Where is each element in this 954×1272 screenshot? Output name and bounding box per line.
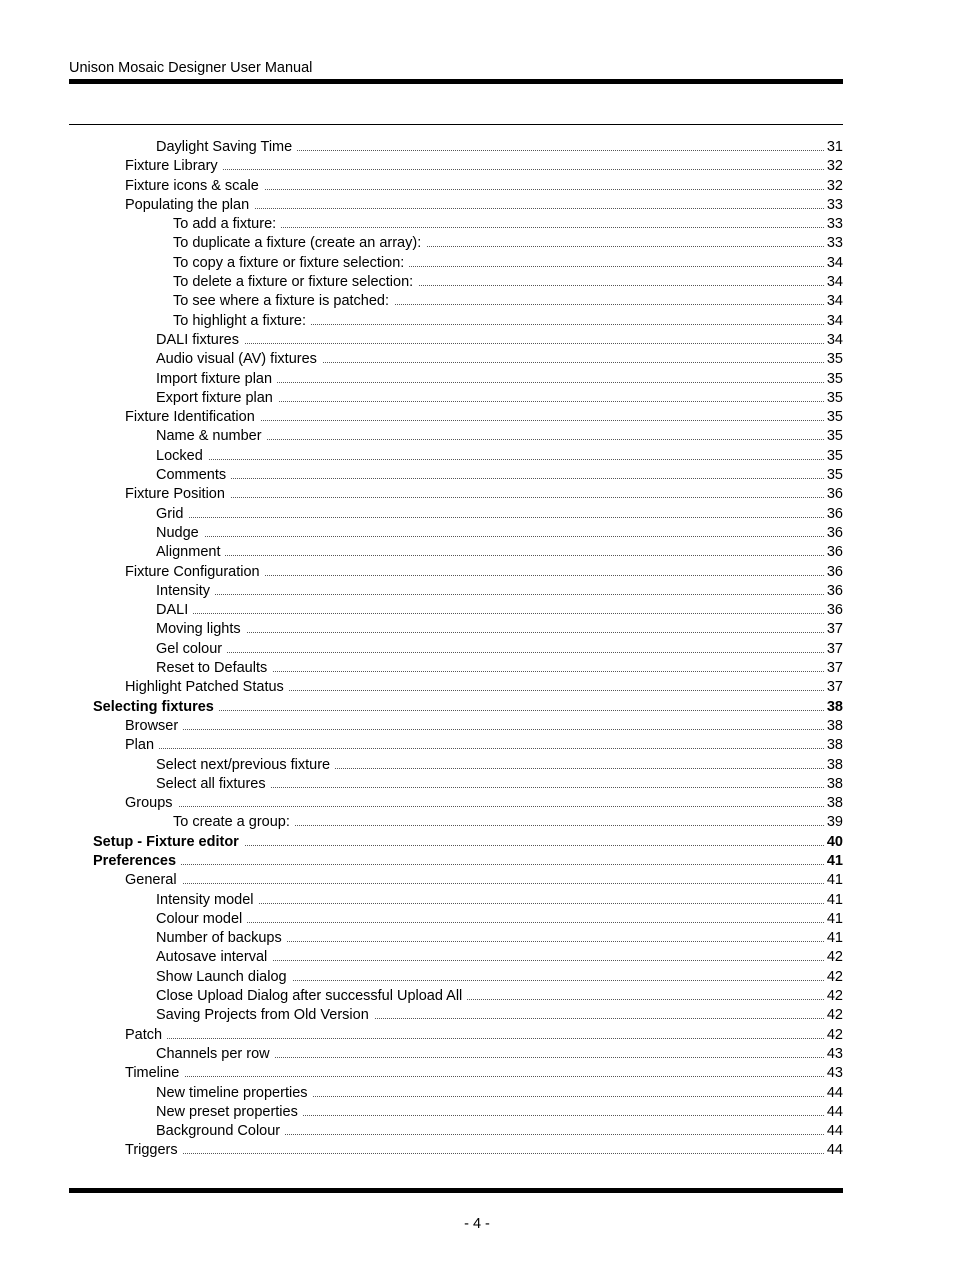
toc-entry-page: 38	[824, 794, 843, 813]
toc-entry-title: Channels per row	[156, 1045, 275, 1064]
toc-entry-title: Select next/previous fixture	[156, 756, 335, 775]
toc-entry-title: To copy a fixture or fixture selection:	[173, 254, 409, 273]
toc-entry-title: Timeline	[125, 1064, 184, 1083]
toc-entry[interactable]	[0, 1006, 954, 1025]
toc-entry[interactable]	[0, 1141, 954, 1160]
toc-entry-title: Audio visual (AV) fixtures	[156, 350, 322, 369]
toc-entry-title: Grid	[156, 505, 188, 524]
toc-entry-page: 42	[824, 968, 843, 987]
toc-entry-page: 37	[824, 620, 843, 639]
toc-entry-title: Locked	[156, 447, 208, 466]
toc-entry-title: New timeline properties	[156, 1084, 313, 1103]
toc-entry-title: Export fixture plan	[156, 389, 278, 408]
toc-entry-page: 35	[824, 370, 843, 389]
toc-entry[interactable]	[0, 833, 954, 852]
toc-entry-page: 32	[824, 157, 843, 176]
toc-entry[interactable]	[0, 273, 954, 292]
toc-entry[interactable]	[0, 447, 954, 466]
toc-entry[interactable]	[0, 524, 954, 543]
toc-entry[interactable]	[0, 1084, 954, 1103]
toc-dot-leader	[125, 883, 826, 884]
toc-entry[interactable]	[0, 312, 954, 331]
header-rule	[69, 79, 843, 84]
toc-entry-title: To delete a fixture or fixture selection:	[173, 273, 418, 292]
toc-entry[interactable]	[0, 215, 954, 234]
toc-entry-title: Plan	[125, 736, 159, 755]
toc-entry-page: 35	[824, 427, 843, 446]
toc-entry-title: Number of backups	[156, 929, 287, 948]
toc-entry-page: 39	[824, 813, 843, 832]
toc-dot-leader	[156, 652, 826, 653]
toc-entry[interactable]	[0, 254, 954, 273]
toc-entry-title: Name & number	[156, 427, 267, 446]
toc-entry-page: 35	[824, 408, 843, 427]
toc-entry[interactable]	[0, 620, 954, 639]
toc-entry-page: 34	[824, 254, 843, 273]
toc-entry-title: Fixture Identification	[125, 408, 260, 427]
toc-entry-title: Patch	[125, 1026, 167, 1045]
toc-entry[interactable]	[0, 466, 954, 485]
toc-entry[interactable]	[0, 775, 954, 794]
toc-entry-page: 38	[824, 717, 843, 736]
toc-entry-page: 41	[824, 852, 843, 871]
toc-entry-title: Daylight Saving Time	[156, 138, 297, 157]
toc-entry-page: 44	[824, 1141, 843, 1160]
toc-entry[interactable]	[0, 891, 954, 910]
toc-entry-title: Fixture icons & scale	[125, 177, 264, 196]
toc-entry-title: To add a fixture:	[173, 215, 281, 234]
toc-entry-title: Fixture Configuration	[125, 563, 265, 582]
toc-entry-title: Reset to Defaults	[156, 659, 272, 678]
toc-entry-title: Alignment	[156, 543, 225, 562]
toc-entry[interactable]	[0, 678, 954, 697]
toc-entry[interactable]	[0, 1122, 954, 1141]
toc-entry-title: General	[125, 871, 182, 890]
toc-entry-title: To see where a fixture is patched:	[173, 292, 394, 311]
toc-entry[interactable]	[0, 505, 954, 524]
toc-entry[interactable]	[0, 370, 954, 389]
toc-entry[interactable]	[0, 157, 954, 176]
toc-entry-title: Nudge	[156, 524, 204, 543]
table-of-contents	[0, 138, 954, 1161]
toc-entry-page: 36	[824, 485, 843, 504]
toc-entry[interactable]	[0, 427, 954, 446]
toc-entry[interactable]	[0, 910, 954, 929]
toc-entry-title: Comments	[156, 466, 231, 485]
toc-entry[interactable]	[0, 234, 954, 253]
toc-dot-leader	[125, 169, 826, 170]
toc-entry-title: Saving Projects from Old Version	[156, 1006, 374, 1025]
toc-entry-page: 43	[824, 1045, 843, 1064]
toc-entry-page: 42	[824, 987, 843, 1006]
toc-dot-leader	[156, 536, 826, 537]
toc-entry-title: Background Colour	[156, 1122, 285, 1141]
toc-entry[interactable]	[0, 736, 954, 755]
running-header: Unison Mosaic Designer User Manual	[69, 60, 313, 76]
toc-dot-leader	[156, 613, 826, 614]
toc-entry-page: 37	[824, 659, 843, 678]
toc-entry-title: DALI fixtures	[156, 331, 244, 350]
toc-entry-page: 42	[824, 948, 843, 967]
toc-entry[interactable]	[0, 813, 954, 832]
toc-entry-title: Selecting fixtures	[93, 698, 219, 717]
toc-entry-title: Intensity model	[156, 891, 259, 910]
toc-dot-leader	[125, 1076, 826, 1077]
toc-entry[interactable]	[0, 1103, 954, 1122]
toc-entry-page: 35	[824, 389, 843, 408]
toc-entry-page: 40	[824, 833, 843, 852]
toc-entry-page: 33	[824, 234, 843, 253]
toc-entry-page: 38	[824, 775, 843, 794]
toc-dot-leader	[156, 343, 826, 344]
toc-entry-page: 38	[824, 736, 843, 755]
toc-dot-leader	[125, 729, 826, 730]
toc-entry[interactable]	[0, 871, 954, 890]
toc-entry-page: 31	[824, 138, 843, 157]
toc-entry[interactable]	[0, 292, 954, 311]
toc-entry[interactable]	[0, 640, 954, 659]
toc-entry-page: 38	[824, 698, 843, 717]
toc-dot-leader	[156, 922, 826, 923]
toc-entry-page: 41	[824, 871, 843, 890]
toc-entry-page: 42	[824, 1026, 843, 1045]
toc-dot-leader	[125, 748, 826, 749]
toc-entry-page: 44	[824, 1084, 843, 1103]
toc-entry-title: Fixture Position	[125, 485, 230, 504]
toc-dot-leader	[156, 517, 826, 518]
toc-entry-page: 34	[824, 312, 843, 331]
toc-entry-title: To highlight a fixture:	[173, 312, 311, 331]
toc-entry-title: Show Launch dialog	[156, 968, 292, 987]
toc-entry-page: 35	[824, 350, 843, 369]
toc-entry-title: To duplicate a fixture (create an array):	[173, 234, 426, 253]
toc-entry-page: 33	[824, 196, 843, 215]
toc-entry-title: DALI	[156, 601, 193, 620]
toc-dot-leader	[125, 1153, 826, 1154]
toc-dot-leader	[93, 864, 826, 865]
toc-entry-title: Colour model	[156, 910, 247, 929]
toc-entry[interactable]	[0, 852, 954, 871]
toc-entry-page: 44	[824, 1122, 843, 1141]
toc-entry[interactable]	[0, 389, 954, 408]
toc-entry-page: 36	[824, 524, 843, 543]
toc-entry-page: 37	[824, 678, 843, 697]
toc-entry-page: 41	[824, 929, 843, 948]
toc-entry-page: 38	[824, 756, 843, 775]
toc-entry[interactable]	[0, 331, 954, 350]
toc-entry-page: 32	[824, 177, 843, 196]
toc-dot-leader	[125, 497, 826, 498]
toc-entry-title: Close Upload Dialog after successful Upload All	[156, 987, 467, 1006]
toc-dot-leader	[125, 806, 826, 807]
toc-entry-page: 44	[824, 1103, 843, 1122]
toc-entry-page: 33	[824, 215, 843, 234]
toc-entry-title: Triggers	[125, 1141, 183, 1160]
toc-entry-title: Highlight Patched Status	[125, 678, 289, 697]
toc-entry-title: Preferences	[93, 852, 181, 871]
toc-entry[interactable]	[0, 968, 954, 987]
toc-entry-title: Moving lights	[156, 620, 246, 639]
toc-entry-page: 36	[824, 505, 843, 524]
toc-entry-title: To create a group:	[173, 813, 295, 832]
toc-entry-title: Import fixture plan	[156, 370, 277, 389]
toc-entry[interactable]	[0, 582, 954, 601]
toc-entry-title: Fixture Library	[125, 157, 223, 176]
toc-entry[interactable]	[0, 196, 954, 215]
toc-dot-leader	[156, 632, 826, 633]
toc-entry[interactable]	[0, 794, 954, 813]
toc-entry[interactable]	[0, 563, 954, 582]
toc-entry-title: Intensity	[156, 582, 215, 601]
toc-entry[interactable]	[0, 717, 954, 736]
toc-entry[interactable]	[0, 1026, 954, 1045]
toc-entry-title: Setup - Fixture editor	[93, 833, 244, 852]
toc-entry-page: 36	[824, 563, 843, 582]
toc-entry-title: Gel colour	[156, 640, 227, 659]
toc-dot-leader	[125, 1038, 826, 1039]
toc-entry[interactable]	[0, 698, 954, 717]
toc-entry[interactable]	[0, 1045, 954, 1064]
toc-entry[interactable]	[0, 177, 954, 196]
toc-entry-title: New preset properties	[156, 1103, 303, 1122]
toc-entry[interactable]	[0, 948, 954, 967]
toc-entry-page: 34	[824, 292, 843, 311]
toc-entry-page: 34	[824, 273, 843, 292]
toc-dot-leader	[156, 594, 826, 595]
toc-dot-leader	[156, 555, 826, 556]
toc-entry-title: Groups	[125, 794, 178, 813]
page-number: - 4 -	[464, 1216, 490, 1232]
toc-entry[interactable]	[0, 987, 954, 1006]
toc-top-rule	[69, 124, 843, 125]
toc-entry-page: 41	[824, 910, 843, 929]
toc-entry[interactable]	[0, 543, 954, 562]
toc-dot-leader	[156, 478, 826, 479]
toc-entry-page: 36	[824, 601, 843, 620]
toc-entry[interactable]	[0, 1064, 954, 1083]
toc-dot-leader	[156, 459, 826, 460]
toc-entry[interactable]	[0, 929, 954, 948]
footer-rule	[69, 1188, 843, 1193]
toc-entry-title: Autosave interval	[156, 948, 272, 967]
toc-entry[interactable]	[0, 138, 954, 157]
toc-entry-page: 37	[824, 640, 843, 659]
toc-entry-title: Populating the plan	[125, 196, 254, 215]
toc-entry-page: 35	[824, 466, 843, 485]
toc-entry-page: 43	[824, 1064, 843, 1083]
toc-entry-page: 34	[824, 331, 843, 350]
toc-entry-title: Select all fixtures	[156, 775, 271, 794]
toc-entry-title: Browser	[125, 717, 183, 736]
toc-entry-page: 35	[824, 447, 843, 466]
toc-entry[interactable]	[0, 485, 954, 504]
toc-entry[interactable]	[0, 756, 954, 775]
toc-entry-page: 42	[824, 1006, 843, 1025]
toc-entry[interactable]	[0, 659, 954, 678]
toc-entry-page: 36	[824, 543, 843, 562]
toc-entry-page: 36	[824, 582, 843, 601]
toc-entry[interactable]	[0, 350, 954, 369]
toc-entry[interactable]	[0, 408, 954, 427]
toc-entry-page: 41	[824, 891, 843, 910]
toc-entry[interactable]	[0, 601, 954, 620]
